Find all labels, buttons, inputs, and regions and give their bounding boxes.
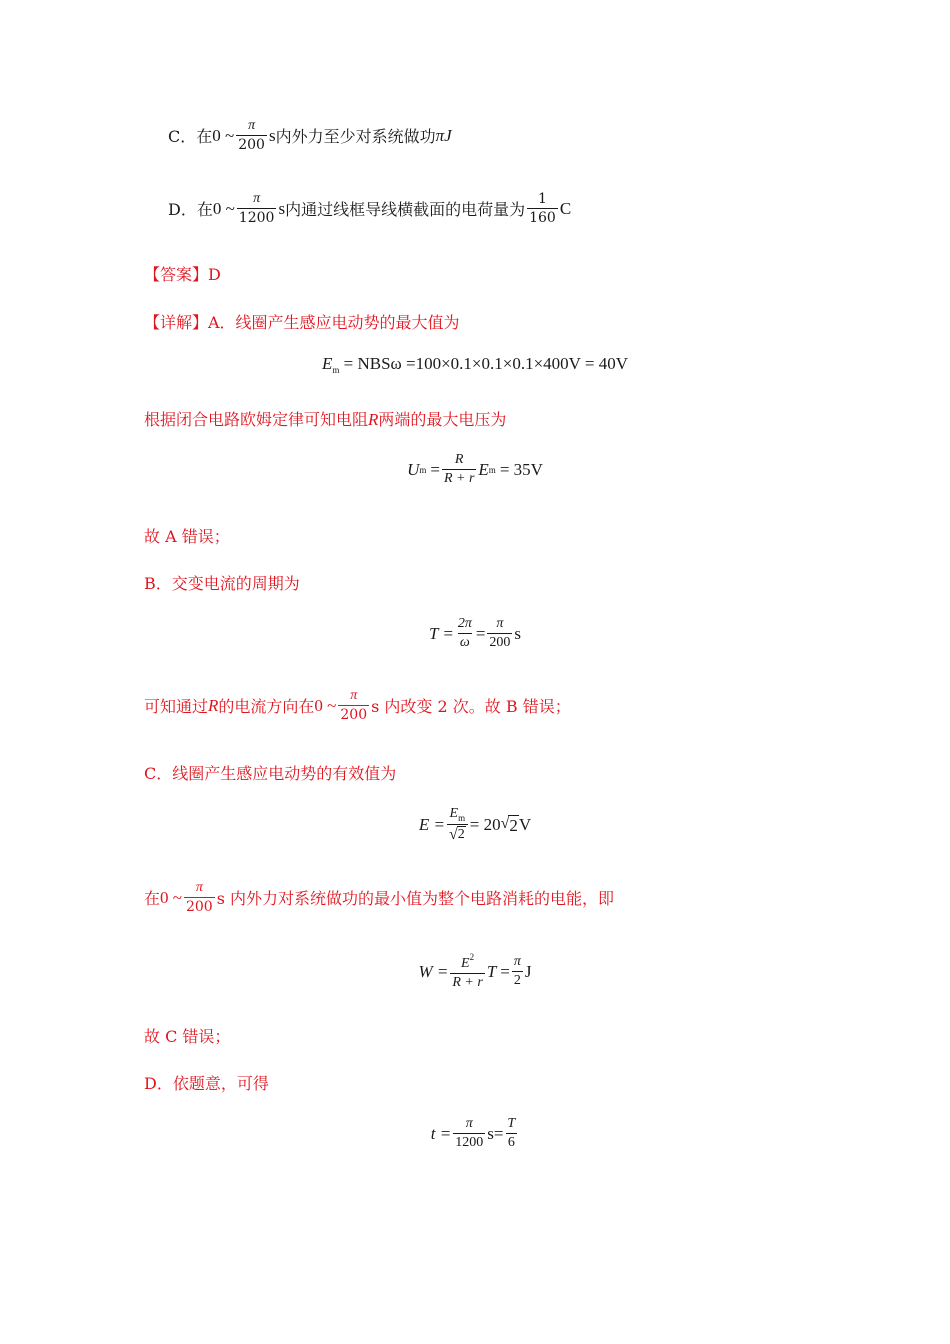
- para-b: 可知通过 R 的电流方向在 0 ~ $\frac{\pi}{200}$ s 内改变 2 次。故 B 错误；: [144, 688, 571, 724]
- option-c-text: 内外力至少对系统做功: [275, 127, 436, 147]
- option-d-answer-fraction: $\frac{1}{160}$: [529, 191, 556, 227]
- option-d-range: 0 ~: [212, 198, 235, 218]
- option-d-text: 内通过线框导线横截面的电荷量为: [285, 200, 526, 220]
- option-c-fraction: $\frac{\pi}{200}$: [238, 118, 265, 154]
- answer-line: 【答案】D: [144, 265, 221, 284]
- equation-eff: E = $E_m$ √ 2 = 20 √ 2 V: [418, 806, 532, 844]
- option-d-fraction: $\frac{\pi}{1200}$: [238, 191, 275, 227]
- option-c-label: C．在: [168, 127, 213, 147]
- option-c-range: 0 ~: [212, 125, 235, 145]
- detail-a-heading: 【详解】A．线圈产生感应电动势的最大值为: [144, 313, 460, 332]
- equation-umax: U m = $\frac{R}{R + r}$ E m = 35V: [407, 452, 543, 487]
- b-heading: B．交变电流的周期为: [144, 574, 300, 593]
- equation-emax: $E_m = NBS\omega =100\times 0.1\times 0.1\times 0.1\times 400V = 40V$: [321, 354, 629, 375]
- para-ohm: 根据闭合电路欧姆定律可知电阻R两端的最大电压为: [144, 410, 507, 429]
- option-c: [168, 118, 950, 153]
- option-c-value: πJ: [435, 125, 452, 145]
- option-d-unit: s: [278, 198, 286, 218]
- option-d-answer-unit: C: [559, 198, 572, 218]
- c-wrong: 故 C 错误；: [144, 1027, 231, 1046]
- equation-period: T = $\frac{2\pi}{\omega}$ = $\frac{\pi}{200}$ s: [428, 616, 522, 651]
- option-c-unit: s: [268, 125, 276, 145]
- a-wrong: 故 A 错误；: [144, 527, 230, 546]
- d-heading: D．依题意，可得: [144, 1074, 269, 1093]
- option-d-label: D．在: [168, 200, 213, 220]
- equation-work: W = $\frac{E^2}{R + r}$ T = $\frac{\pi}{2}$ J: [418, 952, 532, 991]
- equation-time: t = $\frac{\pi}{1200}$ s= $\frac{T}{6}$: [430, 1116, 516, 1151]
- para-c: 在 0 ~ $\frac{\pi}{200}$ s 内外力对系统做功的最小值为整个电路消耗的电能，即: [144, 880, 615, 916]
- c-heading: C．线圈产生感应电动势的有效值为: [144, 764, 397, 783]
- option-d: [168, 191, 950, 226]
